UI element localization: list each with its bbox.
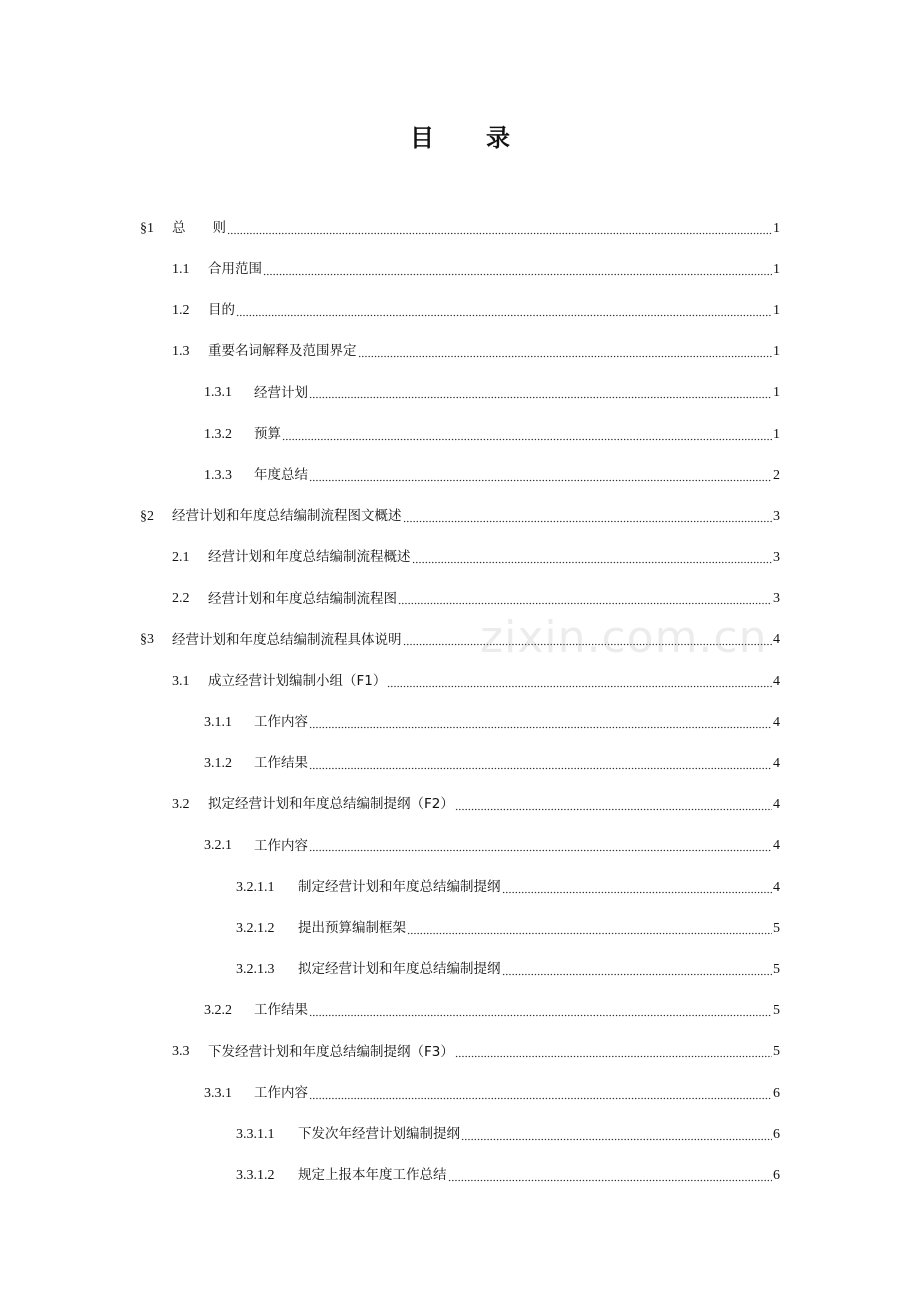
toc-entry-number: 3.3.1.1 <box>236 1126 275 1142</box>
toc-entry-number: 3.2.1 <box>204 838 232 854</box>
toc-entry-page-number: 6 <box>773 1085 780 1101</box>
toc-entry[interactable] <box>0 1073 920 1114</box>
dot-leader <box>309 757 772 771</box>
dot-leader <box>502 963 773 977</box>
toc-entry-page-number: 4 <box>773 797 780 813</box>
dot-leader <box>309 386 772 400</box>
dot-leader <box>448 1169 773 1183</box>
toc-entry-page-number: 5 <box>773 920 780 936</box>
toc-entry-title: 预算 <box>254 425 281 442</box>
toc-entry-page-number: 2 <box>773 467 780 483</box>
dot-leader <box>309 716 772 730</box>
toc-entry[interactable] <box>0 1114 920 1155</box>
toc-entry-title: 规定上报本年度工作总结 <box>298 1167 447 1184</box>
title-char: 录 <box>486 124 510 152</box>
toc-entry-page-number: 1 <box>773 344 780 360</box>
dot-leader <box>398 592 772 606</box>
toc-entry-number: 3.2.1.3 <box>236 961 275 977</box>
toc-entry-page-number: 5 <box>773 961 780 977</box>
toc-entry[interactable] <box>0 702 920 743</box>
toc-entry-title: 经营计划和年度总结编制流程图文概述 <box>172 508 402 525</box>
toc-entry-number: 3.2.1.2 <box>236 920 275 936</box>
toc-entry[interactable] <box>0 579 920 620</box>
toc-entry-title: 下发次年经营计划编制提纲 <box>298 1125 460 1142</box>
dot-leader <box>403 510 773 524</box>
toc-entry-page-number: 3 <box>773 508 780 524</box>
toc-entry-number: 1.1 <box>172 261 190 277</box>
page-title <box>0 118 920 153</box>
toc-entry-title: 工作结果 <box>254 755 308 772</box>
toc-entry-page-number: 1 <box>773 302 780 318</box>
toc-entry-title: 总 则 <box>172 219 226 236</box>
toc-entry[interactable] <box>0 414 920 455</box>
toc-entry-page-number: 6 <box>773 1167 780 1183</box>
toc-entry-number: 3.2.2 <box>204 1003 232 1019</box>
toc-entry[interactable] <box>0 208 920 249</box>
toc-entry[interactable] <box>0 373 920 414</box>
toc-entry-title: 拟定经营计划和年度总结编制提纲 <box>298 961 501 978</box>
dot-leader <box>407 922 772 936</box>
toc-entry-number: §1 <box>140 220 154 236</box>
toc-entry[interactable] <box>0 1155 920 1196</box>
toc-entry[interactable] <box>0 661 920 702</box>
toc-entry[interactable] <box>0 538 920 579</box>
toc-entry[interactable] <box>0 867 920 908</box>
toc-entry-page-number: 1 <box>773 385 780 401</box>
toc-entry-number: §2 <box>140 508 154 524</box>
toc-entry-title: 经营计划 <box>254 384 308 401</box>
dot-leader <box>358 345 773 359</box>
toc-entry[interactable] <box>0 249 920 290</box>
toc-entry-title: 工作内容 <box>254 1084 308 1101</box>
toc-entry-number: §3 <box>140 632 154 648</box>
toc-entry-number: 1.3.2 <box>204 426 232 442</box>
toc-entry-page-number: 4 <box>773 714 780 730</box>
dot-leader <box>412 551 773 565</box>
toc-entry-page-number: 1 <box>773 220 780 236</box>
toc-entry[interactable] <box>0 785 920 826</box>
toc-entry-number: 3.1 <box>172 673 190 689</box>
toc-entry-page-number: 5 <box>773 1044 780 1060</box>
toc-entry-number: 1.3.3 <box>204 467 232 483</box>
toc-entry-page-number: 4 <box>773 756 780 772</box>
toc-entry-page-number: 6 <box>773 1126 780 1142</box>
toc-entry-number: 3.2.1.1 <box>236 879 275 895</box>
table-of-contents <box>0 208 920 1197</box>
toc-entry[interactable] <box>0 1032 920 1073</box>
toc-entry[interactable] <box>0 455 920 496</box>
toc-entry-number: 3.3 <box>172 1044 190 1060</box>
toc-entry[interactable] <box>0 290 920 331</box>
toc-entry-number: 1.3.1 <box>204 385 232 401</box>
toc-entry[interactable] <box>0 743 920 784</box>
toc-entry-number: 3.3.1.2 <box>236 1167 275 1183</box>
toc-entry-title: 成立经营计划编制小组（F1） <box>208 672 387 689</box>
dot-leader <box>227 222 772 236</box>
toc-entry-number: 3.1.1 <box>204 714 232 730</box>
toc-entry-title: 工作内容 <box>254 837 308 854</box>
toc-entry-title: 工作内容 <box>254 714 308 731</box>
toc-entry-number: 3.3.1 <box>204 1085 232 1101</box>
toc-entry-title: 经营计划和年度总结编制流程概述 <box>208 549 411 566</box>
dot-leader <box>502 881 773 895</box>
toc-entry-page-number: 3 <box>773 591 780 607</box>
toc-entry-page-number: 4 <box>773 838 780 854</box>
toc-entry-title: 制定经营计划和年度总结编制提纲 <box>298 878 501 895</box>
dot-leader <box>461 1128 772 1142</box>
dot-leader <box>282 428 772 442</box>
dot-leader <box>309 469 772 483</box>
dot-leader <box>309 1087 772 1101</box>
toc-entry-page-number: 4 <box>773 632 780 648</box>
toc-entry-page-number: 5 <box>773 1003 780 1019</box>
toc-entry-number: 2.2 <box>172 591 190 607</box>
toc-entry-title: 工作结果 <box>254 1002 308 1019</box>
toc-entry-title: 经营计划和年度总结编制流程具体说明 <box>172 631 402 648</box>
dot-leader <box>455 1045 772 1059</box>
toc-entry-page-number: 1 <box>773 261 780 277</box>
toc-entry-page-number: 3 <box>773 550 780 566</box>
title-char: 目 <box>410 124 434 152</box>
toc-entry[interactable] <box>0 620 920 661</box>
dot-leader <box>309 839 772 853</box>
toc-entry-number: 1.2 <box>172 302 190 318</box>
toc-entry[interactable] <box>0 332 920 373</box>
dot-leader <box>403 633 773 647</box>
toc-entry[interactable] <box>0 991 920 1032</box>
dot-leader <box>309 1004 772 1018</box>
toc-entry-number: 3.1.2 <box>204 756 232 772</box>
toc-entry-page-number: 4 <box>773 879 780 895</box>
toc-entry[interactable] <box>0 908 920 949</box>
toc-entry-title: 拟定经营计划和年度总结编制提纲（F2） <box>208 796 454 813</box>
toc-entry-number: 3.2 <box>172 797 190 813</box>
toc-entry-title: 提出预算编制框架 <box>298 920 406 937</box>
toc-entry[interactable] <box>0 826 920 867</box>
dot-leader <box>263 263 772 277</box>
toc-entry-page-number: 1 <box>773 426 780 442</box>
toc-entry-title: 经营计划和年度总结编制流程图 <box>208 590 397 607</box>
toc-entry-title: 年度总结 <box>254 466 308 483</box>
dot-leader <box>455 798 772 812</box>
toc-entry-title: 目的 <box>208 302 235 319</box>
toc-entry-title: 下发经营计划和年度总结编制提纲（F3） <box>208 1043 454 1060</box>
toc-entry-number: 2.1 <box>172 550 190 566</box>
toc-entry-number: 1.3 <box>172 344 190 360</box>
toc-entry-title: 合用范围 <box>208 261 262 278</box>
dot-leader <box>236 304 772 318</box>
toc-entry[interactable] <box>0 496 920 537</box>
dot-leader <box>387 675 772 689</box>
toc-entry-title: 重要名词解释及范围界定 <box>208 343 357 360</box>
toc-entry-page-number: 4 <box>773 673 780 689</box>
toc-entry[interactable] <box>0 949 920 990</box>
